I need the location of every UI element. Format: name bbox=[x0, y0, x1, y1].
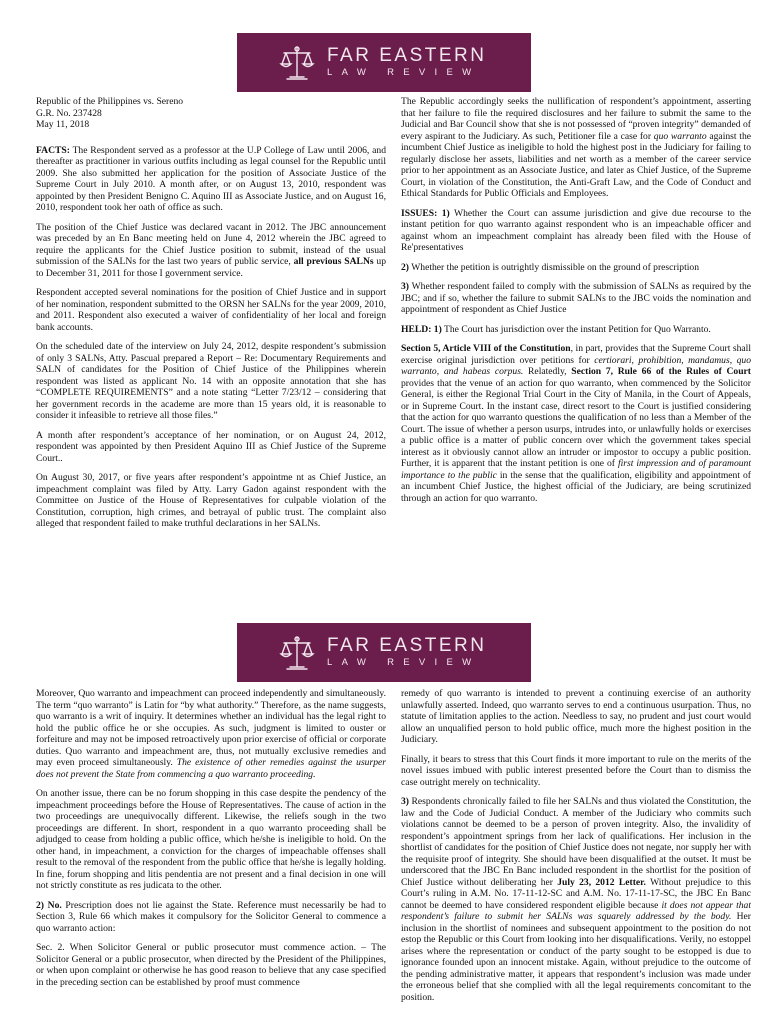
rule-66-quote: Sec. 2. When Solicitor General or public prosecutor must commence action. – The Solicitor General or a public prosecutor, when directed by the President of the Philippines, or when upon complaint or otherwise he has good reason to believe that any case specified in the preceding section can be established by proof must commence bbox=[36, 942, 386, 988]
writs-italic: certiorari, prohibition, mandamus, quo warranto, and habeas corpus. bbox=[401, 354, 751, 377]
appointment-paragraph: A month after respondent’s acceptance of her nomination, or on August 24, 2012, respondent was appointed by then President Aquino III as Chief Justice of the Supreme Court.. bbox=[36, 429, 386, 464]
july-letter-bold: July 23, 2012 Letter. bbox=[557, 876, 646, 888]
interview-paragraph: On the scheduled date of the interview on July 24, 2012, despite respondent’s submission of only 3 SALNs, Atty. Pascual prepared a Report – Re: Documentary Requirements and SALN of candidates for the Position of Chief Justice of the Philippines wherein respondent was listed as applicant No. 14 with an opposite annotation that she has “COMPLETE REQUIREMENTS” and a note stating “Letter 7/23/12 – considering that her government records in the academe are more than 15 years old, it is reasonable to consider it infeasible to retrieve all those files.” bbox=[36, 341, 386, 421]
all-salns-bold: all previous SALNs bbox=[293, 256, 374, 267]
case-title: Republic of the Philippines vs. Sereno bbox=[36, 96, 184, 107]
jurisdiction-paragraph bbox=[401, 343, 751, 504]
issue-3-held-label: 3) bbox=[401, 796, 409, 807]
prescription-text: Prescription does not lie against the State. Reference must necessarily be had to Section 3, Rule 66 which makes it compulsory for the Solicitor General to commence a quo warranto action: bbox=[36, 899, 386, 934]
not-addressed-italic: it does not appear that respondent’s failure to submit her SALNs was squarely addressed by the body. bbox=[401, 899, 751, 922]
other-remedies-italic: The existence of other remedies against the usurper does not prevent the State from commencing a quo warranto proceeding. bbox=[36, 757, 386, 780]
nominations-paragraph: Respondent accepted several nominations for the position of Chief Justice and in support of her nomination, respondent submitted to the ORSN her SALNs for the year 2009, 2010, and 2011. Respondent also executed a waiver of confidentiality of her local and foreign bank accounts. bbox=[36, 287, 386, 333]
issue-3-paragraph bbox=[401, 281, 751, 316]
page1-left-column bbox=[36, 96, 386, 566]
issue-1-paragraph bbox=[401, 208, 751, 254]
rule-66-bold: Section 7, Rule 66 of the Rules of Court bbox=[571, 366, 751, 377]
first-impression-italic: first impression and of paramount importance to the public bbox=[401, 458, 751, 481]
independent-proceedings-paragraph bbox=[36, 688, 386, 780]
facts-label: FACTS: bbox=[36, 144, 70, 156]
brand-text bbox=[327, 636, 486, 669]
jurisdiction-text-1: , in part, provides that the Supreme Court shall exercise original jurisdiction over petitions for bbox=[401, 343, 751, 366]
vacancy-tail: up to December 31, 2011 for those I government service. bbox=[36, 256, 386, 279]
saln-violation-paragraph bbox=[401, 796, 751, 1003]
held-label: HELD: 1) bbox=[401, 323, 442, 335]
scales-of-justice-icon bbox=[277, 633, 317, 673]
petition-paragraph bbox=[401, 96, 751, 200]
brand-subtitle: LAW REVIEW bbox=[327, 657, 481, 668]
technicality-paragraph: Finally, it bears to stress that this Court finds it more important to rule on the merits of the novel issues imbued with public interest presented before the Court than to dismiss the case outright merely on technicality. bbox=[401, 753, 751, 788]
case-header bbox=[36, 96, 386, 131]
brand-text bbox=[327, 46, 486, 79]
page1-right-column bbox=[401, 96, 751, 566]
jurisdiction-text-3: provides that the venue of an action for quo warranto, when commenced by the Solicitor General, is either the Regional Trial Court in the City of Manila, in the Court of Appeals, or in Supreme Court. In the instant case, direct resort to the Court is justified considering that the action for quo warranto questions the qualification of no less than a Member of the Court. The issue of whether a person usurps, intrudes into, or unlawfully holds or exercises a public office is a matter of public concern over which the government takes special interest as it obviously cannot allow an intruder or impostor to occupy a public position. Further, it is apparent that the instant petition is one of bbox=[401, 377, 751, 469]
issue-1-text: Whether the Court can assume jurisdiction and give due recourse to the instant petition for quo warranto against respondent who is an impeachable officer and against whom an impeachment complaint has already been filed with the House of Re'presentatives bbox=[401, 207, 751, 253]
gr-number: G.R. No. 237428 bbox=[36, 107, 102, 119]
far-eastern-law-review-banner bbox=[237, 33, 531, 92]
issue-3-text: Whether respondent failed to comply with the submission of SALNs as required by the JBC; and if so, whether the failure to submit SALNs to the JBC voids the nomination and appointment of respondent as Chief Justice bbox=[401, 281, 751, 315]
prescription-paragraph bbox=[36, 900, 386, 935]
held-paragraph bbox=[401, 324, 751, 336]
issue-2-text: Whether the petition is outrightly dismissible on the ground of prescription bbox=[409, 261, 699, 273]
facts-paragraph bbox=[36, 145, 386, 214]
petition-text-b: against the incumbent Chief Justice as ineligible to hold the highest post in the Judiciary for failing to regularly disclose her assets, liabilities and net worth as a member of the career service prior to her appointment as an Associate Justice, and later as Chief Justice, of the Supreme Court, in violation of the Constitution, the Anti-Graft Law, and the Code of Conduct and Ethical Standards for Public Officials and Employees. bbox=[401, 130, 751, 199]
quo-warranto-italic: quo warranto bbox=[653, 130, 707, 142]
issue-3-label: 3) bbox=[401, 281, 409, 292]
jurisdiction-text-2: Relatedly, bbox=[523, 366, 572, 377]
scales-of-justice-icon bbox=[277, 43, 317, 83]
forum-shopping-paragraph: On another issue, there can be no forum shopping in this case despite the pendency of the impeachment proceedings before the House of Representatives. The cause of action in the two proceedings are unequivocally different. Likewise, the reliefs sough in the two proceedings are different. In short, respondent in a quo warranto proceeding shall be adjudged to cease from holding a public office, which he/she is ineligible to hold. On the other hand, in impeachment, a conviction for the charges of impeachable offenses shall result to the removal of the respondent from the public office that he/she is legally holding. In fine, forum shopping and litis pendentia are not present and a final decision in one will not strictly constitute as res judicata to the other. bbox=[36, 788, 386, 891]
issues-label: ISSUES: 1) bbox=[401, 207, 450, 219]
impeachment-paragraph: On August 30, 2017, or five years after respondent’s appointme nt as Chief Justice, an impeachment complaint was filed by Atty. Larry Gadon against respondent with the Committee on Justice of the House of Representatives for culpable violation of the Constitution, corruption, high crimes, and betrayal of public trust. The complaint also alleged that respondent failed to make truthful declarations in her SALNs. bbox=[36, 472, 386, 529]
section-5-bold: Section 5, Article VIII of the Constitution bbox=[401, 343, 571, 354]
facts-text: The Respondent served as a professor at the U.P College of Law until 2006, and thereafter as practitioner in various outfits including as legal counsel for the Republic until 2009. She also submitted her application for the position of Associate Justice of the Supreme Court in July 2010. A month after, or on August 13, 2010, respondent was appointed by then President Benigno C. Aquino III as Associate Justice, and on August 16, 2010, respondent took her oath of office as such. bbox=[36, 144, 386, 213]
brand-name: FAR EASTERN bbox=[327, 45, 487, 66]
issue-2-paragraph bbox=[401, 262, 751, 274]
held-text: The Court has jurisdiction over the instant Petition for Quo Warranto. bbox=[441, 323, 711, 335]
page2-right-column bbox=[401, 688, 751, 1024]
saln-text-c: Her inclusion in the shortlist of nominees and subsequent appointment to the position do not estop the Republic or this Court from looking into her disqualifications. Verily, no estoppel arises where the representation or conduct of the party sought to be estopped is due to ignorance founded upon an innocent mistake. Again, without prejudice to the outcome of the pending administrative matter, it appears that respondent’s inclusion was made under the erroneous belief that she complied with all the legal requirements concomitant to the position. bbox=[401, 911, 751, 1003]
jurisdiction-text-4: in the sense that the qualification, eligibility and appointment of an incumbent Chief Justice, the highest official of the Judiciary, are being scrutinized through an action for quo warranto. bbox=[401, 469, 751, 504]
saln-text-b: Without prejudice to this Court’s ruling in A.M. No. 17-11-12-SC and A.M. No. 17-11-17-SC, the JBC En Banc cannot be deemed to have considered respondent eligible because bbox=[401, 876, 751, 911]
brand-subtitle: LAW REVIEW bbox=[327, 67, 481, 78]
vacancy-text: The position of the Chief Justice was declared vacant in 2012. The JBC announcement was preceded by an En Banc meeting held on June 4, 2012 wherein the JBC agreed to require the applicants for the Chief Justice position to submit, instead of the usual submission of the SALNs for the last two years of public service, bbox=[36, 221, 386, 267]
brand-name: FAR EASTERN bbox=[327, 635, 487, 656]
far-eastern-law-review-banner-2 bbox=[237, 623, 531, 682]
petition-text-a: The Republic accordingly seeks the nullification of respondent’s appointment, asserting that her failure to file the required disclosures and her failure to submit the same to the Judicial and Bar Council show that she is not possessed of “proven integrity” demanded of every aspirant to the Judiciary. As such, Petitioner file a case for bbox=[401, 96, 751, 142]
vacancy-paragraph bbox=[36, 222, 386, 280]
issue-2-label: 2) bbox=[401, 261, 409, 273]
usurpation-paragraph: remedy of quo warranto is intended to prevent a continuing exercise of an authority unlawfully asserted. Indeed, quo warranto serves to end a continuous usurpation. Thus, no statute of limitation applies to the action. Needless to say, no prudent and just court would allow an unqualified person to hold public office, much more the highest position in the Judiciary. bbox=[401, 688, 751, 745]
decision-date: May 11, 2018 bbox=[36, 119, 90, 130]
page2-left-column bbox=[36, 688, 386, 1024]
saln-text-a: Respondents chronically failed to file her SALNs and thus violated the Constitution, the law and the Code of Judicial Conduct. A member of the Judiciary who commits such violations cannot be deemed to be a person of proven integrity. Also, the invalidity of respondent’s appointment springs from her lack of qualifications. Her inclusion in the shortlist of candidates for the position of Chief Justice does not negate, nor supply her with the requisite proof of integrity. She should have been disqualified at the outset. It must be underscored that the JBC En Banc included respondent in the shortlist for the position of Chief Justice without deliberating her bbox=[401, 796, 751, 888]
prescription-label: 2) No. bbox=[36, 899, 62, 911]
independent-text: Moreover, Quo warranto and impeachment can proceed independently and simultaneously. The term “quo warranto” is Latin for “by what authority.” Therefore, as the name suggests, quo warranto is a writ of inquiry. It determines whether an individual has the legal right to hold the public office he or she occupies. As such, judgment is limited to ouster or forfeiture and may not be imposed retroactively upon prior exercise of official or corporate duties. Quo warranto and impeachment are, thus, not mutually exclusive remedies and may even proceed simultaneously. bbox=[36, 688, 386, 768]
